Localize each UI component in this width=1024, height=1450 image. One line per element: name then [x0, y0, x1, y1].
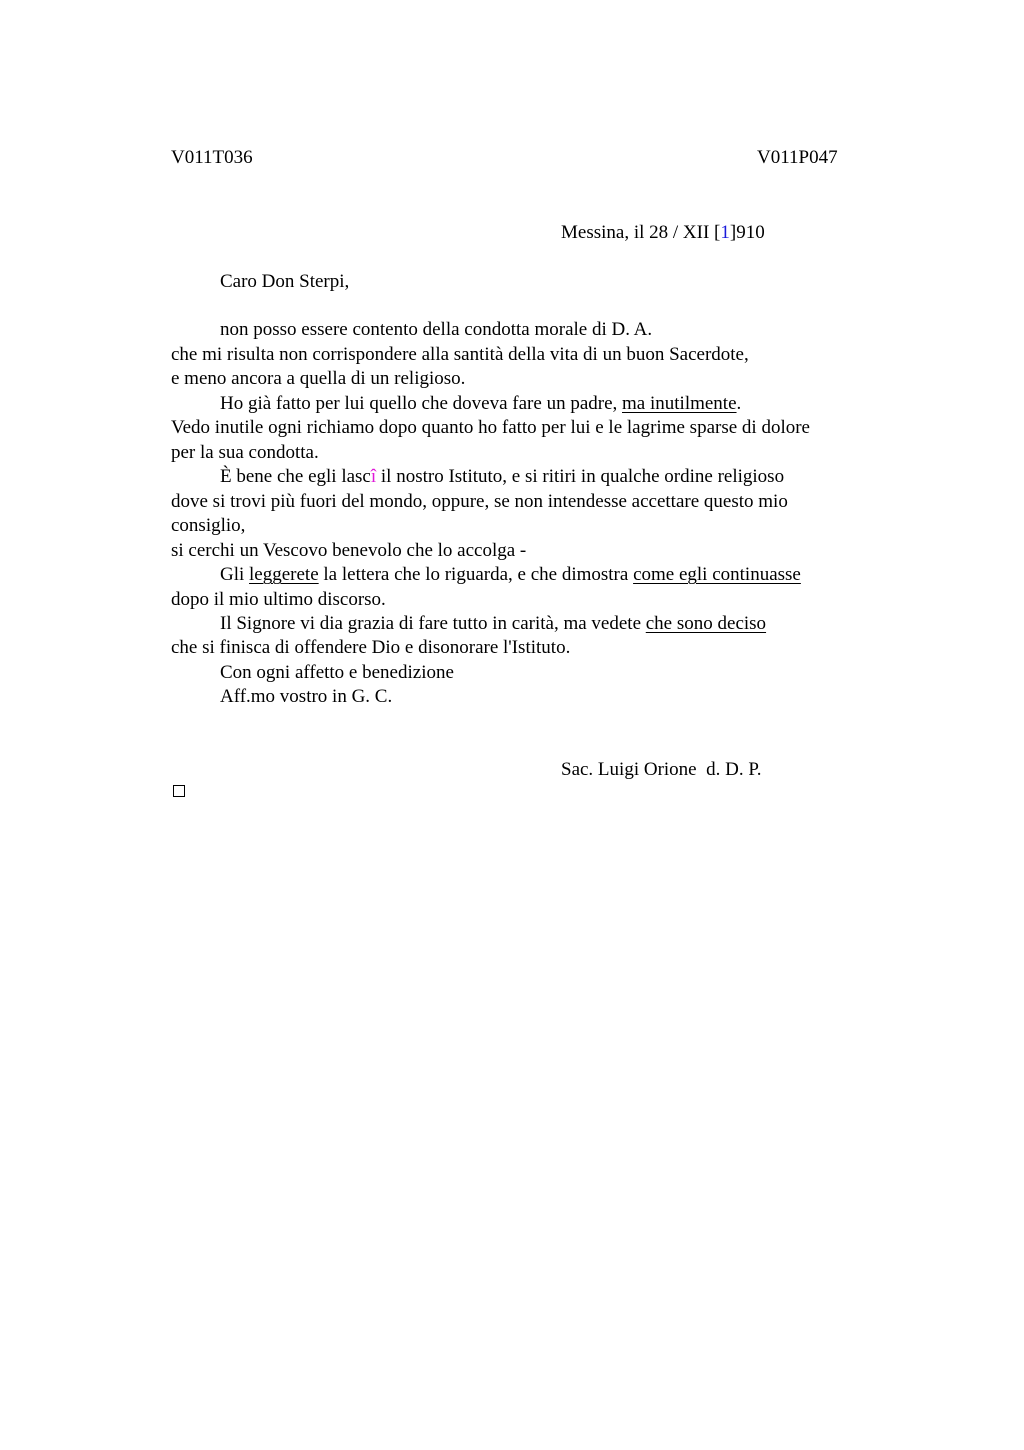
body-line: dove si trovi più fuori del mondo, oppure, se non intendesse accettare questo mio	[171, 491, 788, 512]
body-line: per la sua condotta.	[171, 442, 319, 463]
body-line: che si finisca di offendere Dio e disonorare l'Istituto.	[171, 637, 571, 658]
body-line	[220, 563, 801, 587]
body-line	[220, 612, 766, 636]
closing-line: Aff.mo vostro in G. C.	[220, 686, 393, 707]
underlined-text: leggerete	[249, 564, 319, 585]
dateline	[561, 221, 765, 245]
body-text: È bene che egli lasc	[220, 466, 371, 487]
body-text: .	[736, 393, 742, 414]
body-line	[220, 465, 784, 489]
body-text: Il Signore vi dia grazia di fare tutto in carità, ma vedete	[220, 613, 646, 634]
underlined-text: che sono deciso	[645, 613, 767, 634]
signature: Sac. Luigi Orione d. D. P.	[561, 759, 762, 780]
body-text: Ho già fatto per lui quello che doveva fare un padre,	[220, 393, 623, 414]
body-line: consiglio,	[171, 515, 246, 536]
body-line: e meno ancora a quella di un religioso.	[171, 368, 466, 389]
underlined-text: ma inutilmente	[622, 393, 737, 414]
document-code-left: V011T036	[171, 147, 253, 168]
body-text: la lettera che lo riguarda, e che dimostra	[318, 564, 634, 585]
underlined-text: come egli continuasse	[633, 564, 801, 585]
body-line: che mi risulta non corrispondere alla santità della vita di un buon Sacerdote,	[171, 344, 749, 365]
body-line: non posso essere contento della condotta morale di D. A.	[220, 319, 653, 340]
body-line: si cerchi un Vescovo benevolo che lo accolga -	[171, 540, 527, 561]
body-line: Vedo inutile ogni richiamo dopo quanto ho fatto per lui e le lagrime sparse di dolore	[171, 417, 810, 438]
dateline-suffix: ]910	[729, 222, 765, 243]
body-text: Gli	[220, 564, 250, 585]
closing-line: Con ogni affetto e benedizione	[220, 662, 454, 683]
editorial-mark: î	[370, 466, 377, 487]
body-line	[220, 392, 741, 416]
dateline-restored-digit: 1	[720, 222, 730, 243]
body-text: il nostro Istituto, e si ritiri in qualche ordine religioso	[376, 466, 785, 487]
empty-square-icon	[173, 785, 185, 797]
body-line: dopo il mio ultimo discorso.	[171, 589, 386, 610]
document-code-right: V011P047	[757, 147, 838, 168]
salutation: Caro Don Sterpi,	[220, 271, 350, 292]
dateline-prefix: Messina, il 28 / XII [	[561, 222, 721, 243]
